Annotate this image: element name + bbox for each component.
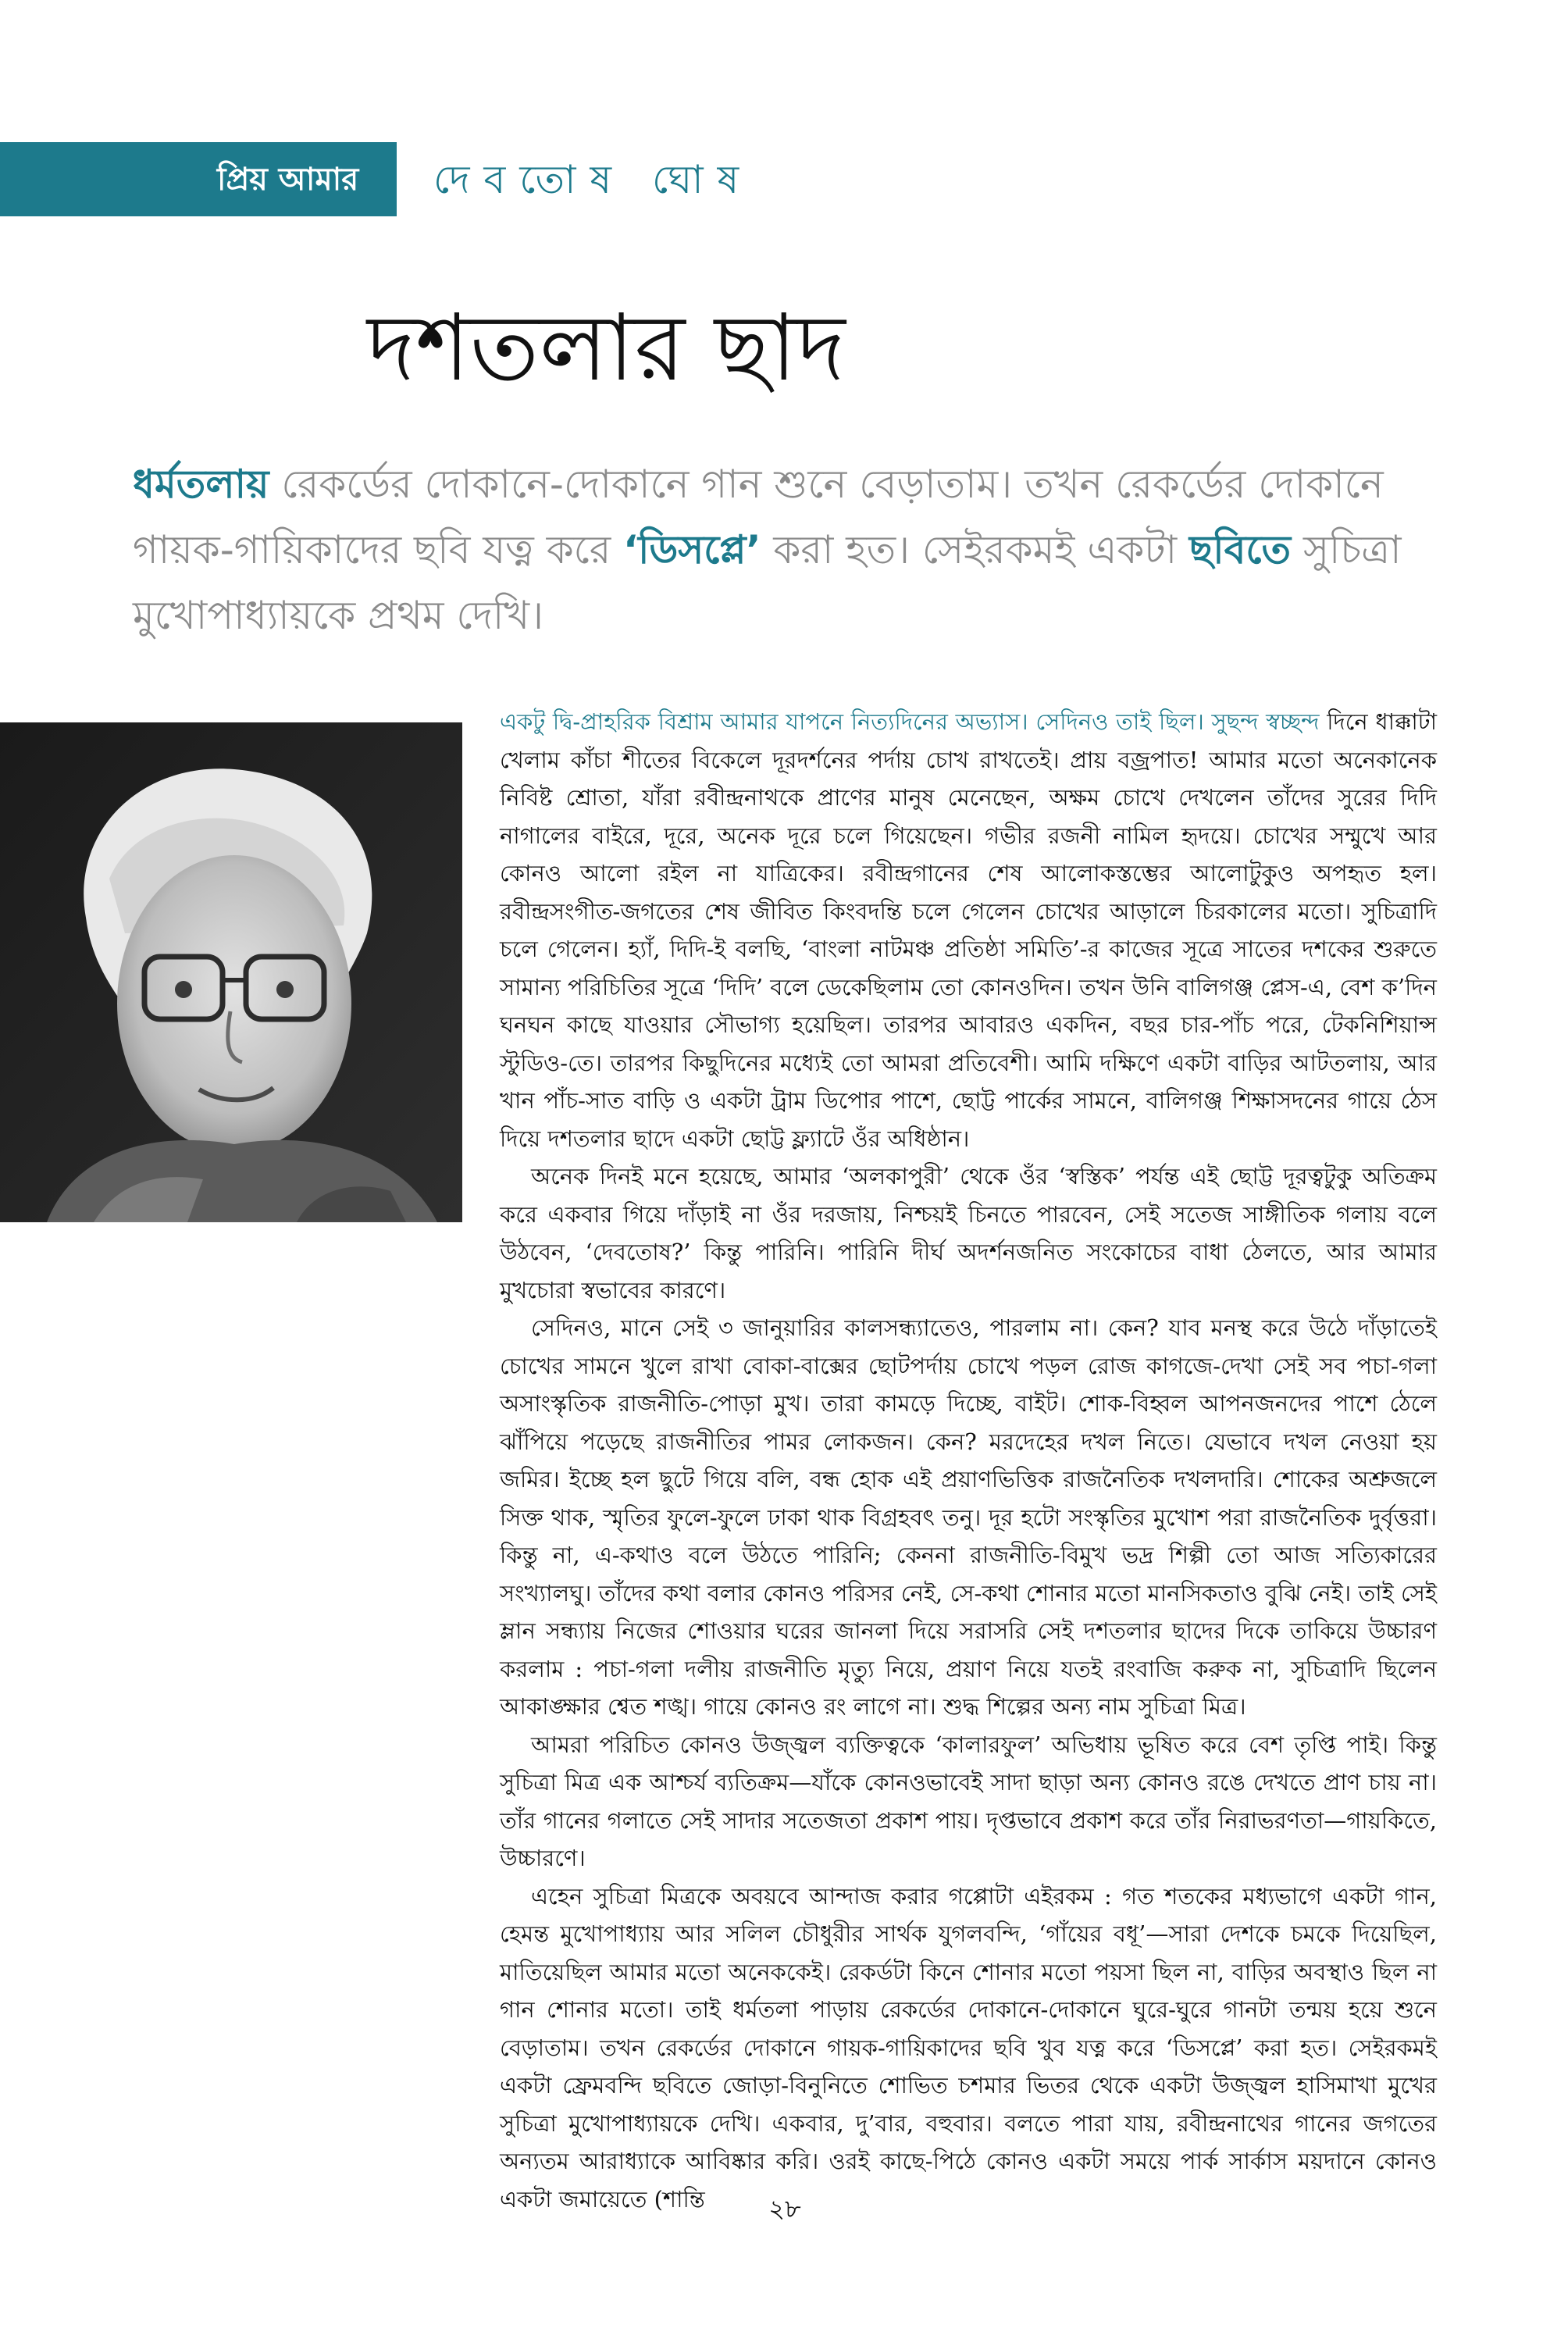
lead-text: রেকর্ডের দোকানে-দোকানে গান শুনে বেড়াতাম। তখন রেকর্ডের দোকানে গায়ক-গায়িকাদের ছবি যত্ন করে [133,462,1384,572]
lead-highlight: ধর্মতলায় [133,462,269,507]
lead-text: সুচিত্রা মুখোপাধ্যায়কে প্রথম দেখি। [133,527,1402,638]
body-paragraph: আমরা পরিচিত কোনও উজ্জ্বল ব্যক্তিত্বকে ‘কালারফুল’ অভিধায় ভূষিত করে বেশ তৃপ্তি পাই। কিন্তু সুচিত্রা মিত্র এক আশ্চর্য ব্যতিক্রম—যাঁকে কোনওভাবেই সাদা ছাড়া অন্য কোনও রঙে দেখতে প্রাণ চায় না। তাঁর গানের গলাতে সেই সাদার সতেজতা প্রকাশ পায়। দৃপ্তভাবে প্রকাশ করে তাঁর নিরাভরণতা—গায়কিতে, উচ্চারণে। [500,1731,1437,1871]
body-paragraph [500,703,1437,1157]
body-paragraph: অনেক দিনই মনে হয়েছে, আমার ‘অলকাপুরী’ থেকে ওঁর ‘স্বস্তিক’ পর্যন্ত এই ছোট্ট দূরত্বটুকু অতিক্রম করে একবার গিয়ে দাঁড়াই না ওঁর দরজায়, নিশ্চয়ই চিনতে পারবেন, সেই সতেজ সাঙ্গীতিক গলায় বলে উঠবেন, ‘দেবতোষ?’ কিন্তু পারিনি। পারিনি দীর্ঘ অদর্শনজনিত সংকোচের বাধা ঠেলতে, আর আমার মুখচোরা স্বভাবের কারণে। [500,1163,1437,1303]
lead-paragraph [133,451,1460,654]
lead-highlight: ছবিতে [1189,527,1292,572]
body-paragraph: এহেন সুচিত্রা মিত্রকে অবয়বে আন্দাজ করার গপ্পোটা এইরকম : গত শতকের মধ্যভাগে একটা গান, হেমন্ত মুখোপাধ্যায় আর সলিল চৌধুরীর সার্থক যুগলবন্দি, ‘গাঁয়ের বধূ’—সারা দেশকে চমকে দিয়েছিল, মাতিয়েছিল আমার মতো অনেককেই। রেকর্ডটা কিনে শোনার মতো পয়সা ছিল না, বাড়ির অবস্থাও ছিল না গান শোনার মতো। তাই ধর্মতলা পাড়ায় রেকর্ডের দোকানে-দোকানে ঘুরে-ঘুরে গানটা তন্ময় হয়ে শুনে বেড়াতাম। তখন রেকর্ডের দোকানে গায়ক-গায়িকাদের ছবি খুব যত্ন করে ‘ডিসপ্লে’ করা হত। সেইরকমই একটা ফ্রেমবন্দি ছবিতে জোড়া-বিনুনিতে শোভিত চশমার ভিতর থেকে একটা উজ্জ্বল হাসিমাখা মুখের সুচিত্রা মুখোপাধ্যায়কে দেখি। একবার, দু’বার, বহুবার। বলতে পারা যায়, রবীন্দ্রনাথের গানের জগতের অন্যতম আরাধ্যাকে আবিষ্কার করি। ওরই কাছে-পিঠে কোনও একটা সময়ে পার্ক সার্কাস ময়দানে কোনও একটা জমায়েতে (শান্তি [500,1882,1437,2213]
portrait-illustration [0,722,462,1222]
section-label: প্রিয় আমার [217,162,359,198]
body-paragraph-text: দিনে ধাক্কাটা খেলাম কাঁচা শীতের বিকেলে দূরদর্শনের পর্দায় চোখ রাখতেই। প্রায় বজ্রপাত! আমার মতো অনেকানেক নিবিষ্ট শ্রোতা, যাঁরা রবীন্দ্রনাথকে প্রাণের মানুষ মেনেছেন, অক্ষম চোখে দেখলেন তাঁদের সুরের দিদি নাগালের বাইরে, দূরে, অনেক দূরে চলে গিয়েছেন। গভীর রজনী নামিল হৃদয়ে। চোখের সম্মুখে আর কোনও আলো রইল না যাত্রিকের। রবীন্দ্রগানের শেষ আলোকস্তম্ভের আলোটুকুও অপহৃত হল। রবীন্দ্রসংগীত-জগতের শেষ জীবিত কিংবদন্তি চলে গেলেন চোখের আড়ালে চিরকালের মতো। সুচিত্রাদি চলে গেলেন। হ্যাঁ, দিদি-ই বলছি, ‘বাংলা নাটমঞ্চ প্রতিষ্ঠা সমিতি’-র কাজের সূত্রে সাতের দশকের শুরুতে সামান্য পরিচিতির সূত্রে ‘দিদি’ বলে ডেকেছিলাম তো কোনওদিন। তখন উনি বালিগঞ্জ প্লেস-এ, বেশ ক’দিন ঘনঘন কাছে যাওয়ার সৌভাগ্য হয়েছিল। তারপর আবারও একদিন, বছর চার-পাঁচ পরে, টেকনিশিয়ান্স স্টুডিও-তে। তারপর কিছুদিনের মধ্যেই তো আমরা প্রতিবেশী। আমি দক্ষিণে একটা বাড়ির আটতলায়, আর খান পাঁচ-সাত বাড়ি ও একটা ট্রাম ডিপোর পাশে, ছোট্ট পার্কের সামনে, বালিগঞ্জ শিক্ষাসদনের গায়ে ঠেস দিয়ে দশতলার ছাদে একটা ছোট্ট ফ্ল্যাটে ওঁর অধিষ্ঠান। [500,708,1438,1152]
body-intro: একটু দ্বি-প্রাহরিক বিশ্রাম আমার যাপনে নিত্যদিনের অভ্যাস। সেদিনও তাই ছিল। সুছন্দ স্বচ্ছন্দ [500,708,1320,735]
author-name: দেবতোষ ঘোষ [433,157,754,202]
body-paragraph: সেদিনও, মানে সেই ৩ জানুয়ারির কালসন্ধ্যাতেও, পারলাম না। কেন? যাব মনস্থ করে উঠে দাঁড়াতেই চোখের সামনে খুলে রাখা বোকা-বাক্সের ছোটপর্দায় চোখে পড়ল রোজ কাগজে-দেখা সেই সব পচা-গলা অসাংস্কৃতিক রাজনীতি-পোড়া মুখ। তারা কামড়ে দিচ্ছে, বাইট। শোক-বিহ্বল আপনজনদের পাশে ঠেলে ঝাঁপিয়ে পড়েছে রাজনীতির পামর লোকজন। কেন? মরদেহের দখল নিতে। যেভাবে দখল নেওয়া হয় জমির। ইচ্ছে হল ছুটে গিয়ে বলি, বন্ধ হোক এই প্রয়াণভিত্তিক রাজনৈতিক দখলদারি। শোকের অশ্রুজলে সিক্ত থাক, স্মৃতির ফুলে-ফুলে ঢাকা থাক বিগ্রহবৎ তনু। দূর হটো সংস্কৃতির মুখোশ পরা রাজনৈতিক দুর্বৃত্তরা। কিন্তু না, এ-কথাও বলে উঠতে পারিনি; কেননা রাজনীতি-বিমুখ ভদ্র শিল্পী তো আজ সত্যিকারের সংখ্যালঘু। তাঁদের কথা বলার কোনও পরিসর নেই, সে-কথা শোনার মতো মানসিকতাও বুঝি নেই। তাই সেই ম্লান সন্ধ্যায় নিজের শোওয়ার ঘরের জানলা দিয়ে সরাসরি সেই দশতলার ছাদের দিকে তাকিয়ে উচ্চারণ করলাম : পচা-গলা দলীয় রাজনীতি মৃত্যু নিয়ে, প্রয়াণ নিয়ে যতই রংবাজি করুক না, সুচিত্রাদি ছিলেন আকাঙ্ক্ষার শ্বেত শঙ্খ। গায়ে কোনও রং লাগে না। শুদ্ধ শিল্পের অন্য নাম সুচিত্রা মিত্র। [500,1314,1437,1720]
lead-highlight: ‘ডিসপ্লে’ [623,527,761,572]
article-title: দশতলার ছাদ [367,294,846,401]
lead-text: করা হত। সেইরকমই একটা [761,527,1189,572]
portrait-photo [0,722,462,1222]
page-number: ২৮ [768,2194,801,2223]
